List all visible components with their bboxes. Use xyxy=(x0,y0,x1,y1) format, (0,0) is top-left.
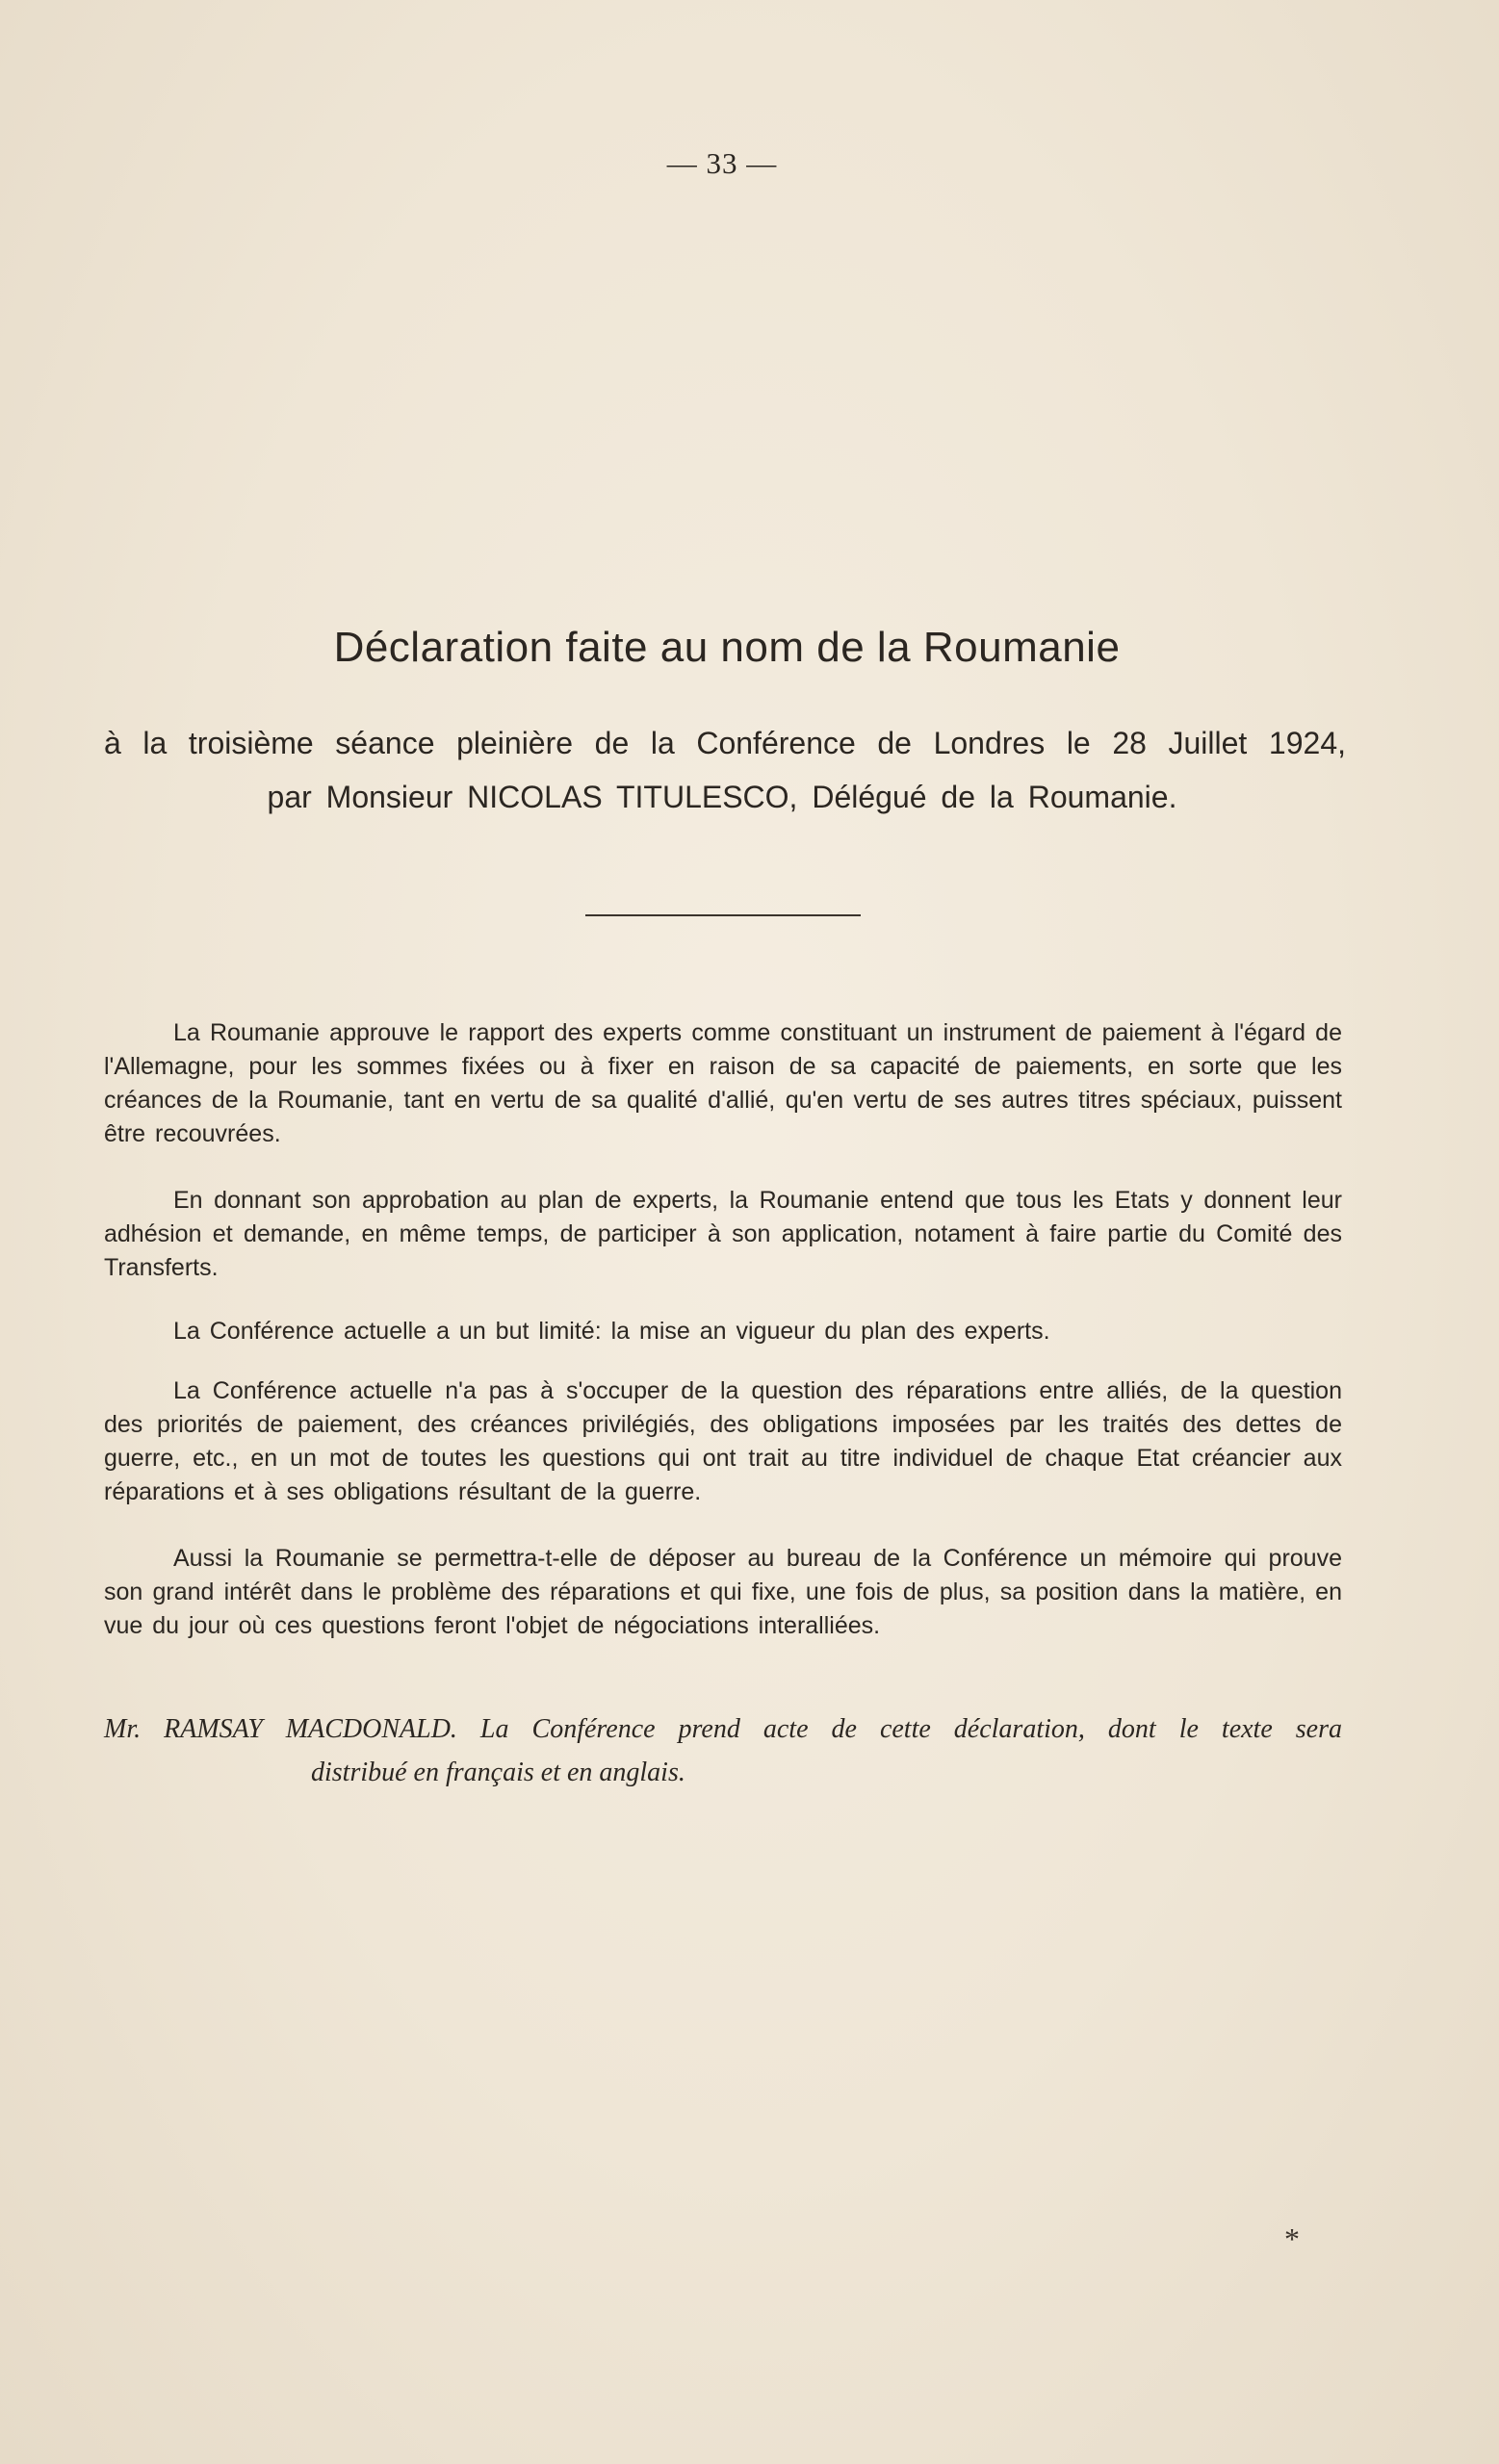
paragraph-2 xyxy=(104,1184,1342,1285)
section-divider xyxy=(585,914,861,916)
paragraph-5 xyxy=(104,1542,1342,1643)
paragraph-text: Aussi la Roumanie se permettra-t-elle de déposer au bureau de la Conférence un mémoire qui prouve son grand intérêt dans le problème des réparations et qui fixe, une fois de plus, sa position dans la matière, en vue du jour où ces questions feront l'objet de négociations interalliées. xyxy=(104,1545,1342,1639)
subtitle-line-1: à la troisième séance pleinière de la Conférence de Londres le 28 Juillet 1924, xyxy=(104,726,1346,760)
paragraph-text: La Roumanie approuve le rapport des experts comme constituant un instrument de paiement à l'égard de l'Allemagne, pour les sommes fixées ou à fixer en raison de sa capacité de paiements, en sorte que les créances de la Roumanie, tant en vertu de sa qualité d'allié, qu'en vertu de ses autres titres spéciaux, puissent être recouvrées. xyxy=(104,1019,1342,1147)
paragraph-text: La Conférence actuelle a un but limité: la mise an vigueur du plan des experts. xyxy=(173,1318,1050,1345)
closing-note-line-2: distribué en français et en anglais. xyxy=(311,1758,685,1787)
subtitle-line-2: par Monsieur NICOLAS TITULESCO, Délégué de la Roumanie. xyxy=(267,780,1177,814)
closing-note xyxy=(104,1707,1342,1794)
closing-note-line-1: Mr. RAMSAY MACDONALD. La Conférence prend acte de cette déclaration, dont le texte sera xyxy=(104,1714,1342,1744)
page-number: — 33 — xyxy=(666,146,778,180)
paragraph-3 xyxy=(104,1315,1342,1348)
paragraph-1 xyxy=(104,1016,1342,1151)
paragraph-text: La Conférence actuelle n'a pas à s'occuper de la question des réparations entre alliés, de la question des priorités de paiement, des créances privilégiés, des obligations imposées par les traités des dettes de guerre, etc., en un mot de toutes les questions qui ont trait au titre individuel de chaque Etat créancier aux réparations et à ses obligations résultant de la guerre. xyxy=(104,1377,1342,1505)
paragraph-4 xyxy=(104,1374,1342,1509)
footer-asterisk: * xyxy=(1284,2221,1300,2256)
document-title: Déclaration faite au nom de la Roumanie xyxy=(333,624,1121,671)
paragraph-text: En donnant son approbation au plan de experts, la Roumanie entend que tous les Etats y donnent leur adhésion et demande, en même temps, de participer à son application, notament à faire partie du Comité des Transferts. xyxy=(104,1187,1342,1281)
